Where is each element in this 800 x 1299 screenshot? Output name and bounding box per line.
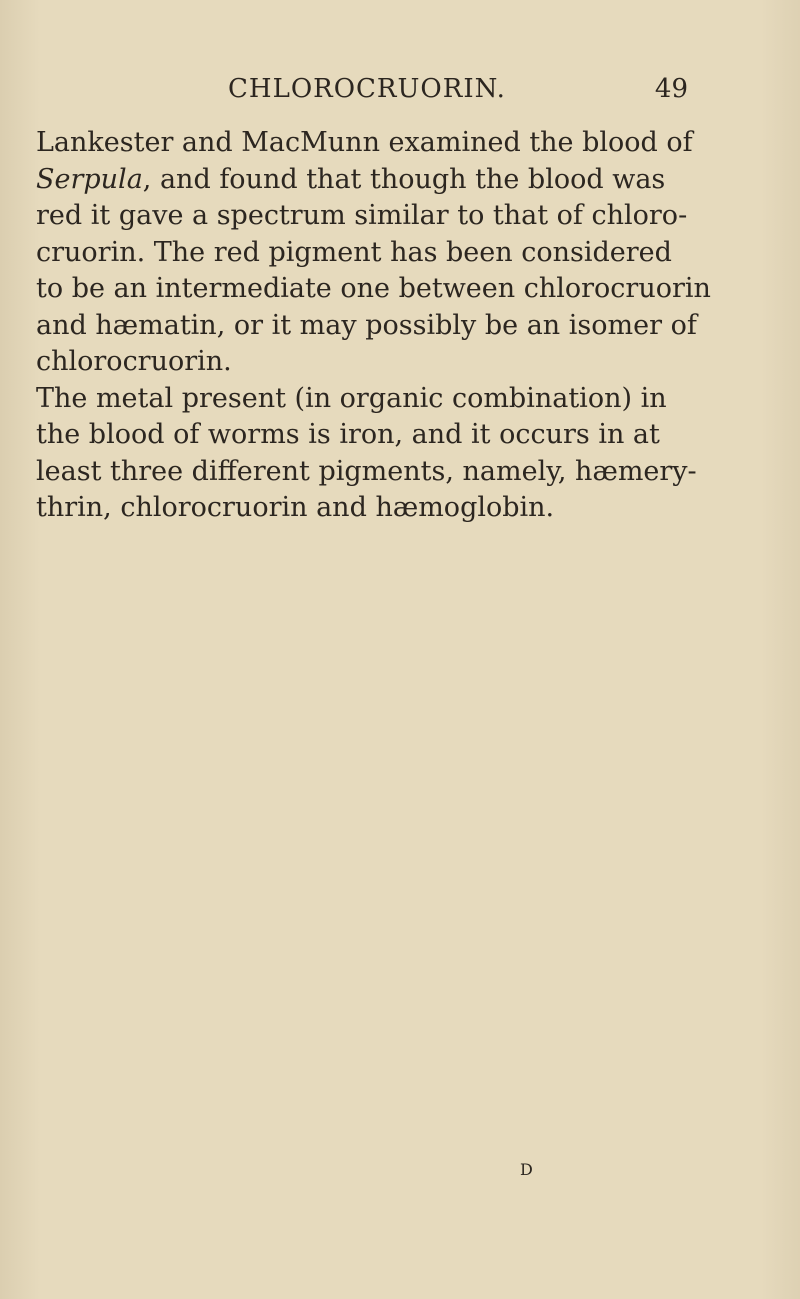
body-text xyxy=(36,125,711,527)
text-line: and hæmatin, or it may possibly be an isomer of xyxy=(36,309,697,341)
text-line xyxy=(36,162,696,199)
text-line: chlorocruorin. xyxy=(36,346,232,377)
text-fragment: , and found that though the blood was xyxy=(142,163,666,195)
running-title: CHLOROCRUORIN. xyxy=(228,74,506,104)
text-line: cruorin. The red pigment has been considered xyxy=(36,236,672,268)
page-number: 49 xyxy=(654,74,688,104)
text-line: to be an intermediate one between chlorocruorin xyxy=(36,273,711,304)
running-head xyxy=(228,74,688,110)
text-line: least three different pigments, namely, hæmery- xyxy=(36,455,697,487)
text-line: Lankester and MacMunn examined the blood of xyxy=(36,127,693,158)
text-line: thrin, chlorocruorin and hæmoglobin. xyxy=(36,492,555,523)
signature-mark: D xyxy=(520,1160,533,1179)
text-line: the blood of worms is iron, and it occurs in at xyxy=(36,419,660,450)
genus-name: Serpula xyxy=(36,163,143,195)
text-line: red it gave a spectrum similar to that of chloro- xyxy=(36,200,688,231)
text-line: The metal present (in organic combination) in xyxy=(36,382,667,414)
